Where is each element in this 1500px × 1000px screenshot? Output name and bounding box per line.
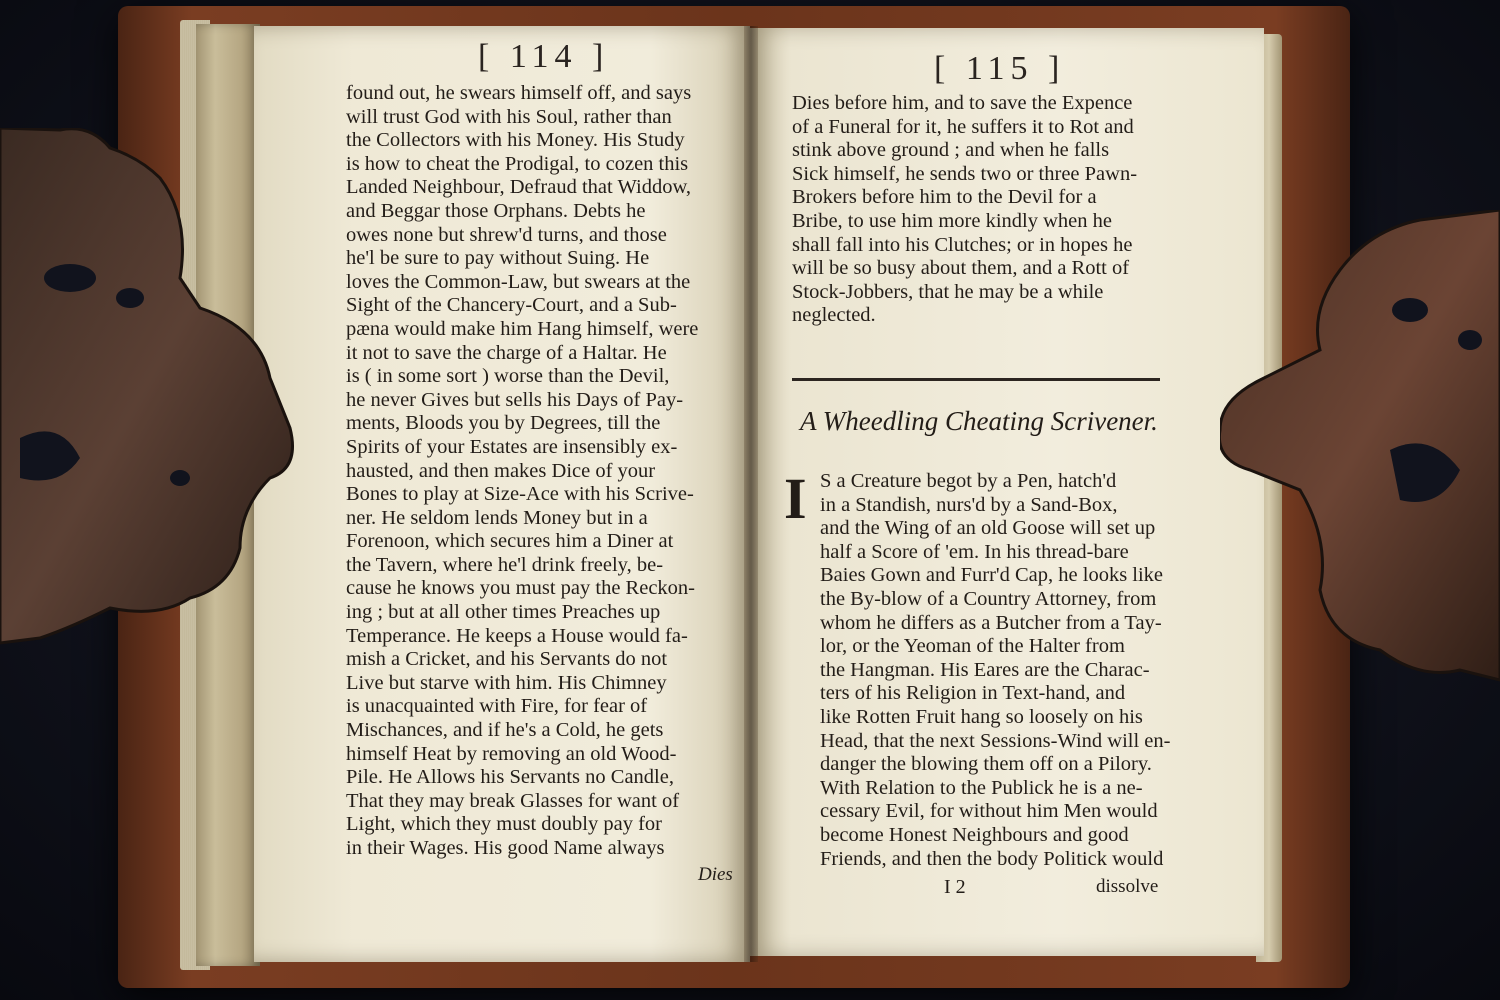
right-page-continued-text bbox=[792, 92, 1137, 328]
text-line: himself Heat by removing an old Wood- bbox=[346, 742, 677, 765]
left-catchword: Dies bbox=[698, 864, 733, 885]
text-line: Landed Neighbour, Defraud that Widdow, bbox=[346, 176, 692, 199]
text-line: cessary Evil, for without him Men would bbox=[820, 800, 1158, 823]
text-line: That they may break Glasses for want of bbox=[346, 789, 680, 812]
text-line: owes none but shrew'd turns, and those bbox=[346, 223, 667, 246]
section-heading: A Wheedling Cheating Scrivener. bbox=[800, 406, 1158, 436]
text-line: he'l be sure to pay without Suing. He bbox=[346, 247, 650, 270]
text-line: whom he differs as a Butcher from a Tay- bbox=[820, 611, 1162, 634]
text-line: Baies Gown and Furr'd Cap, he looks like bbox=[820, 564, 1164, 587]
text-line: loves the Common-Law, but swears at the bbox=[346, 270, 691, 293]
text-line: the Collectors with his Money. His Study bbox=[346, 129, 685, 152]
text-line: ments, Bloods you by Degrees, till the bbox=[346, 412, 661, 435]
text-line: Forenoon, which secures him a Diner at bbox=[346, 530, 674, 553]
text-line: he never Gives but sells his Days of Pay- bbox=[346, 388, 684, 411]
right-page-number: [ 115 ] bbox=[934, 50, 1066, 87]
text-line: in their Wages. His good Name always bbox=[346, 837, 665, 859]
text-line: is how to cheat the Prodigal, to cozen this bbox=[346, 152, 689, 175]
text-line: lor, or the Yeoman of the Halter from bbox=[820, 635, 1125, 658]
text-line: S a Creature begot by a Pen, hatch'd bbox=[820, 470, 1117, 492]
text-line: of a Funeral for it, he suffers it to Rot and bbox=[792, 115, 1134, 138]
text-line: Live but starve with him. His Chimney bbox=[346, 671, 667, 694]
text-line: the By-blow of a Country Attorney, from bbox=[820, 587, 1157, 610]
signature-mark: I 2 bbox=[944, 876, 966, 898]
text-line: With Relation to the Publick he is a ne- bbox=[820, 776, 1143, 799]
text-line: will be so busy about them, and a Rott of bbox=[792, 257, 1130, 280]
text-line: Stock-Jobbers, that he may be a while bbox=[792, 280, 1104, 303]
text-line: shall fall into his Clutches; or in hopes he bbox=[792, 233, 1133, 256]
text-line: neglected. bbox=[792, 304, 876, 327]
drop-cap: I bbox=[784, 466, 807, 531]
text-line: Temperance. He keeps a House would fa- bbox=[346, 624, 688, 647]
text-line: Sick himself, he sends two or three Pawn- bbox=[792, 162, 1138, 185]
text-line: pæna would make him Hang himself, were bbox=[346, 317, 699, 340]
left-page-number: [ 114 ] bbox=[478, 38, 610, 75]
text-line: Bones to play at Size-Ace with his Scrive- bbox=[346, 483, 694, 506]
text-line: and Beggar those Orphans. Debts he bbox=[346, 199, 646, 222]
text-line: Head, that the next Sessions-Wind will en- bbox=[820, 729, 1171, 752]
text-line: ner. He seldom lends Money but in a bbox=[346, 506, 648, 529]
text-line: the Hangman. His Eares are the Charac- bbox=[820, 658, 1150, 681]
text-line: Brokers before him to the Devil for a bbox=[792, 186, 1097, 209]
text-line: Spirits of your Estates are insensibly ex- bbox=[346, 435, 678, 458]
text-line: Sight of the Chancery-Court, and a Sub- bbox=[346, 294, 677, 317]
text-line: the Tavern, where he'l drink freely, be- bbox=[346, 553, 664, 576]
left-page-holder-clasp bbox=[0, 128, 300, 648]
text-line: is unacquainted with Fire, for fear of bbox=[346, 695, 648, 718]
text-line: and the Wing of an old Goose will set up bbox=[820, 517, 1156, 540]
right-page-body-text bbox=[820, 470, 1170, 871]
text-line: like Rotten Fruit hang so loosely on his bbox=[820, 705, 1143, 728]
text-line: stink above ground ; and when he falls bbox=[792, 139, 1110, 162]
section-rule bbox=[792, 378, 1160, 381]
text-line: hausted, and then makes Dice of your bbox=[346, 459, 656, 482]
left-page-text bbox=[346, 82, 698, 861]
text-line: danger the blowing them off on a Pilory. bbox=[820, 753, 1152, 776]
text-line: ing ; but at all other times Preaches up bbox=[346, 601, 661, 624]
text-line: it not to save the charge of a Haltar. He bbox=[346, 341, 667, 364]
text-line: Friends, and then the body Politick would bbox=[820, 847, 1164, 870]
text-line: half a Score of 'em. In his thread-bare bbox=[820, 540, 1129, 563]
text-line: Mischances, and if he's a Cold, he gets bbox=[346, 719, 664, 742]
text-line: cause he knows you must pay the Reckon- bbox=[346, 577, 695, 600]
text-line: become Honest Neighbours and good bbox=[820, 823, 1129, 846]
text-line: Dies before him, and to save the Expence bbox=[792, 92, 1133, 114]
book-gutter bbox=[744, 26, 758, 962]
text-line: ters of his Religion in Text-hand, and bbox=[820, 682, 1126, 705]
text-line: in a Standish, nurs'd by a Sand-Box, bbox=[820, 493, 1118, 516]
text-line: is ( in some sort ) worse than the Devil, bbox=[346, 365, 670, 388]
text-line: Light, which they must doubly pay for bbox=[346, 813, 662, 836]
text-line: Pile. He Allows his Servants no Candle, bbox=[346, 766, 674, 789]
text-line: mish a Cricket, and his Servants do not bbox=[346, 648, 668, 671]
right-page-holder-clasp bbox=[1220, 210, 1500, 690]
text-line: Bribe, to use him more kindly when he bbox=[792, 209, 1112, 232]
text-line: found out, he swears himself off, and says bbox=[346, 82, 692, 104]
text-line: will trust God with his Soul, rather than bbox=[346, 105, 672, 128]
right-catchword: dissolve bbox=[1096, 876, 1159, 897]
